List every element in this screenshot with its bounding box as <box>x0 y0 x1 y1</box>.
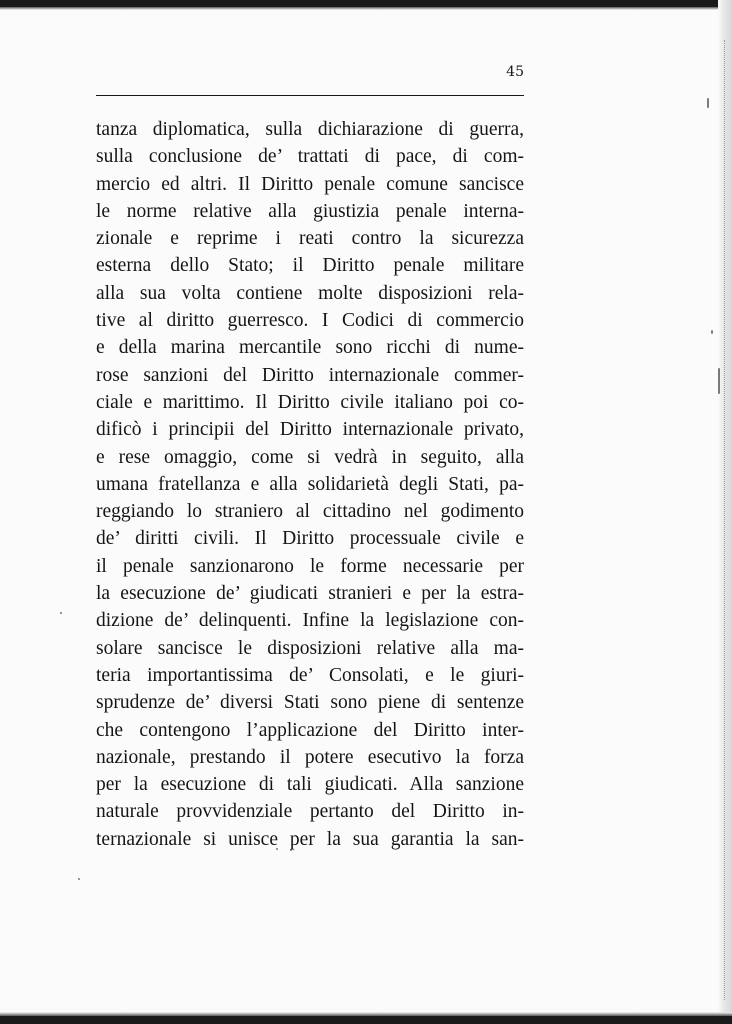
text-line: il penale sanzionarono le forme necessarie per <box>96 555 524 577</box>
text-line: solare sancisce le disposizioni relative alla ma- <box>96 637 524 659</box>
text-line: ciale e marittimo. Il Diritto civile italiano poi co- <box>96 391 524 413</box>
text-line: dizione de’ delinquenti. Infine la legislazione con- <box>96 610 524 632</box>
text-line: sulla conclusione de’ trattati di pace, di com- <box>96 146 524 168</box>
scan-top-shadow <box>0 7 732 10</box>
text-line: rose sanzioni del Diritto internazionale commer- <box>96 364 524 386</box>
text-line: la esecuzione de’ giudicati stranieri e per la estra- <box>96 583 524 605</box>
text-line: e rese omaggio, come si vedrà in seguito, alla <box>96 446 524 468</box>
scan-speck <box>60 612 62 614</box>
text-line: le norme relative alla giustizia penale interna- <box>96 200 524 222</box>
text-line: teria importantissima de’ Consolati, e le giuri- <box>96 664 524 686</box>
scan-bottom-border <box>0 1016 732 1024</box>
text-line: sprudenze de’ diversi Stati sono piene di sentenze <box>96 692 524 714</box>
text-line: de’ diritti civili. Il Diritto processuale civile e <box>96 528 524 550</box>
text-line: tive al diritto guerresco. I Codici di commercio <box>96 310 524 332</box>
text-line: per la esecuzione di tali giudicati. Alla sanzione <box>96 774 524 796</box>
scan-speck <box>707 98 709 108</box>
scan-speck <box>718 368 720 394</box>
text-line: naturale provvidenziale pertanto del Diritto in- <box>96 801 524 823</box>
text-line: nazionale, prestando il potere esecutivo la forza <box>96 746 524 768</box>
scan-speck <box>78 878 80 880</box>
text-line: zionale e reprime i reati contro la sicurezza <box>96 228 524 250</box>
text-line: umana fratellanza e alla solidarietà degli Stati, pa- <box>96 473 524 495</box>
text-line: reggiando lo straniero al cittadino nel godimento <box>96 501 524 523</box>
book-page <box>96 58 524 868</box>
text-line: mercio ed altri. Il Diritto penale comune sancisce <box>96 173 524 195</box>
scan-right-edge-line <box>724 40 726 1000</box>
page-number: 45 <box>506 64 524 80</box>
scan-top-border <box>0 0 732 7</box>
text-line: dificò i principii del Diritto internazionale privato, <box>96 419 524 441</box>
body-text <box>96 116 524 853</box>
text-line: ternazionale si unisce per la sua garantia la san- <box>96 828 524 850</box>
header-rule <box>96 95 524 96</box>
scan-speck <box>711 330 713 334</box>
text-line: esterna dello Stato; il Diritto penale militare <box>96 255 524 277</box>
text-line: e della marina mercantile sono ricchi di nume- <box>96 337 524 359</box>
text-line: tanza diplomatica, sulla dichiarazione di guerra, <box>96 119 524 140</box>
text-line: che contengono l’applicazione del Diritto inter- <box>96 719 524 741</box>
text-line: alla sua volta contiene molte disposizioni rela- <box>96 282 524 304</box>
